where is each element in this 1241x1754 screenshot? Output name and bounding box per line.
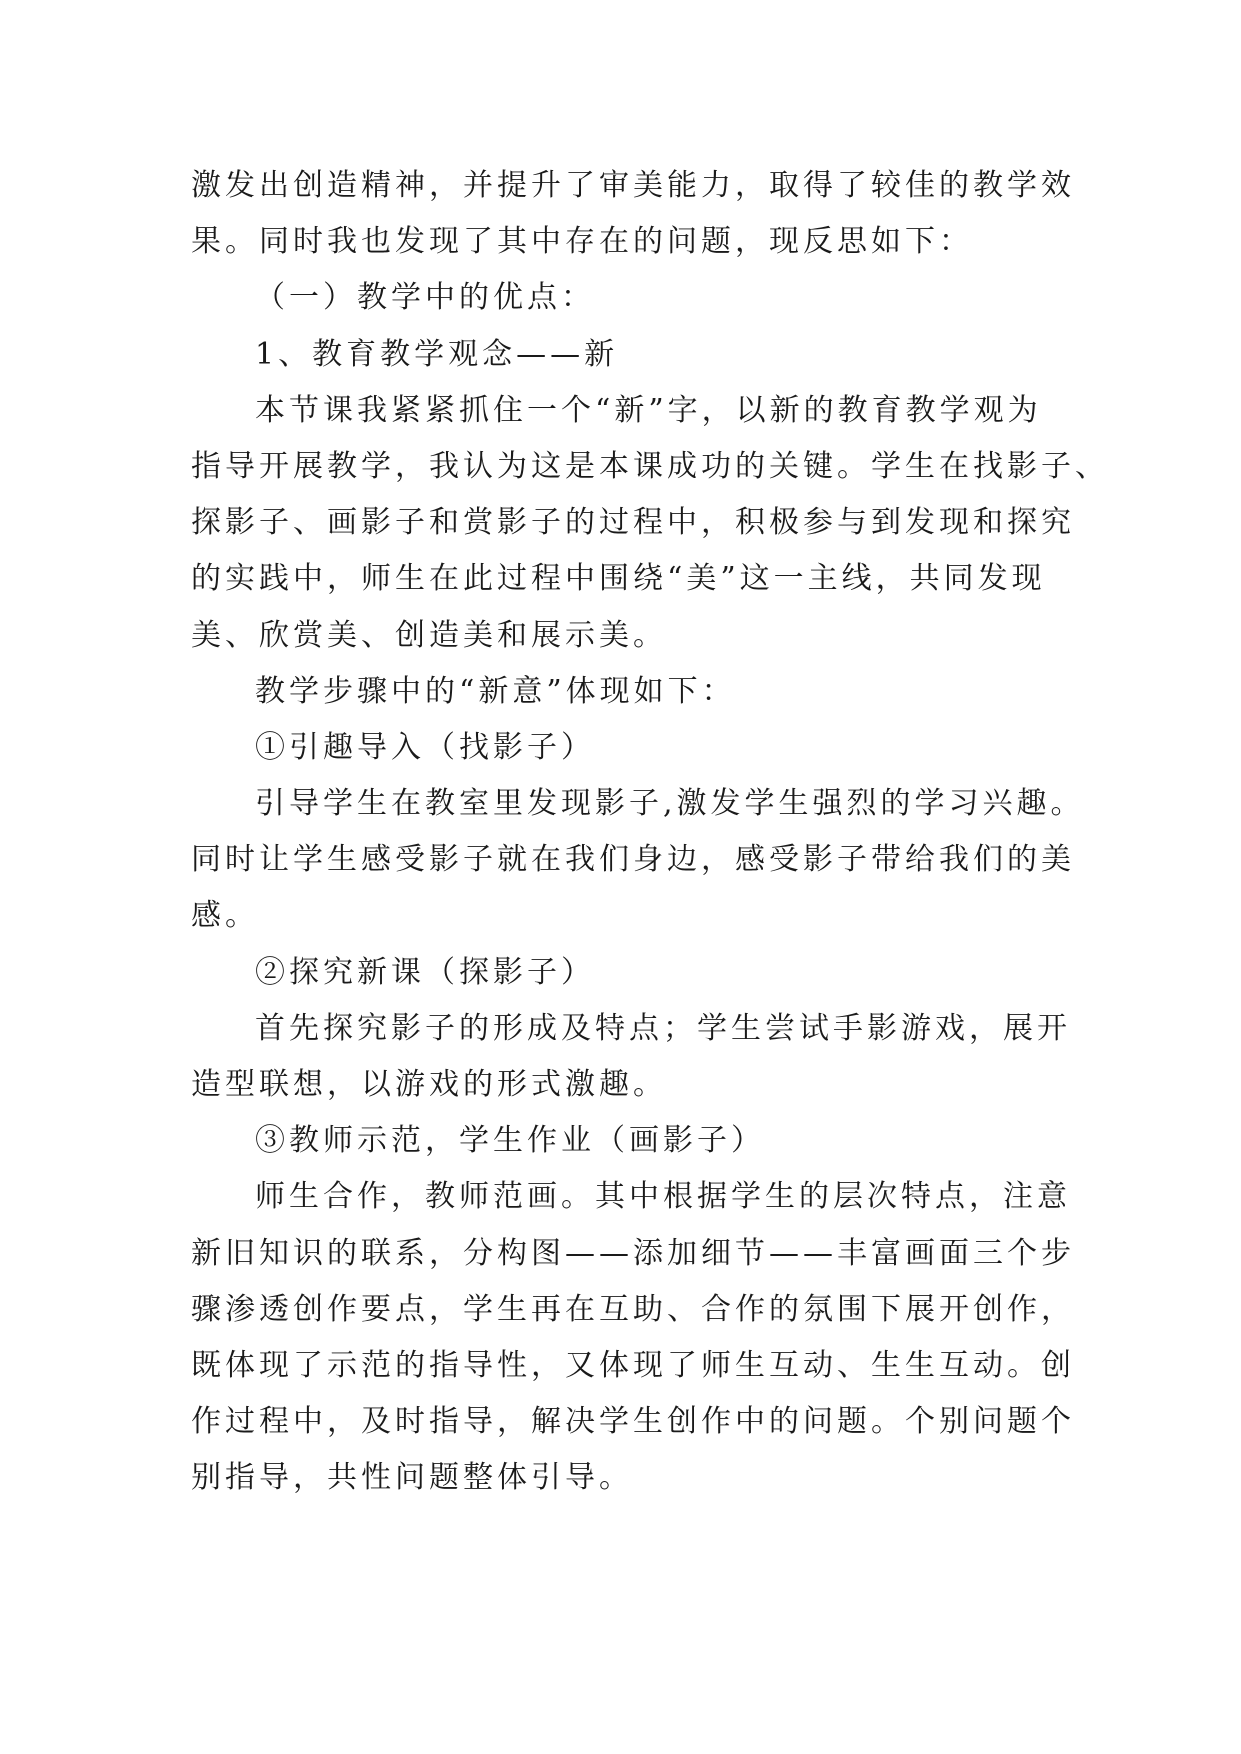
text-line: 1、教育教学观念——新: [255, 336, 619, 372]
text-line: 首先探究影子的形成及特点；学生尝试手影游戏，展开: [255, 1010, 1071, 1046]
text-line: ②探究新课（探影子）: [255, 954, 595, 990]
text-line: （一）教学中的优点：: [255, 280, 595, 316]
text-line: 师生合作，教师范画。其中根据学生的层次特点，注意: [255, 1179, 1071, 1215]
text-line: 指导开展教学，我认为这是本课成功的关键。学生在找影子、: [191, 448, 1109, 484]
text-line: 作过程中，及时指导，解决学生创作中的问题。个别问题个: [191, 1404, 1075, 1440]
text-line: 造型联想，以游戏的形式激趣。: [191, 1067, 667, 1102]
text-line: 探影子、画影子和赏影子的过程中，积极参与到发现和探究: [191, 505, 1075, 541]
text-line: 骤渗透创作要点，学生再在互助、合作的氛围下展开创作，: [191, 1291, 1075, 1327]
text-line: 感。: [191, 898, 259, 934]
text-line: 的实践中，师生在此过程中围绕“美”这一主线，共同发现: [191, 561, 1046, 597]
text-line: 美、欣赏美、创造美和展示美。: [191, 617, 667, 653]
text-line: 新旧知识的联系，分构图——添加细节——丰富画面三个步: [191, 1235, 1075, 1271]
text-line: 既体现了示范的指导性，又体现了师生互动、生生互动。创: [191, 1347, 1075, 1383]
text-line: 同时让学生感受影子就在我们身边，感受影子带给我们的美: [191, 842, 1075, 878]
document-body: [191, 158, 1109, 1507]
text-line: ③教师示范，学生作业（画影子）: [255, 1123, 765, 1159]
text-line: 别指导，共性问题整体引导。: [191, 1460, 633, 1496]
text-line: ①引趣导入（找影子）: [255, 729, 595, 765]
text-line: 教学步骤中的“新意”体现如下：: [255, 673, 736, 709]
text-line: 本节课我紧紧抓住一个“新”字，以新的教育教学观为: [255, 392, 1042, 428]
text-line: 果。同时我也发现了其中存在的问题，现反思如下：: [191, 224, 973, 260]
text-line: 激发出创造精神，并提升了审美能力，取得了较佳的教学效: [191, 168, 1075, 203]
text-line: 引导学生在教室里发现影子,激发学生强烈的学习兴趣。: [255, 786, 1085, 822]
